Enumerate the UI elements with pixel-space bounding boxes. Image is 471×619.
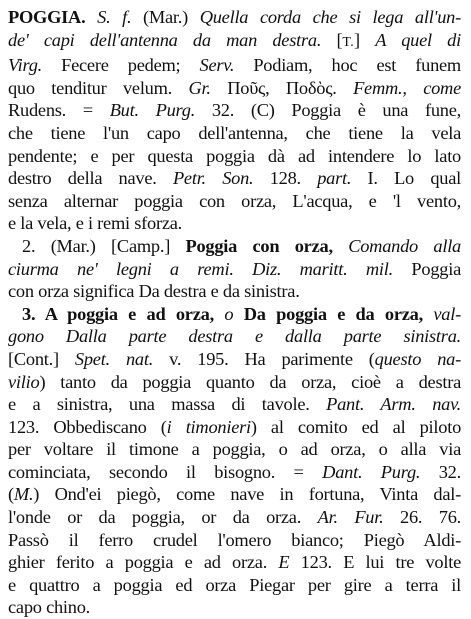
italic-text: Spet. nat. — [74, 348, 154, 369]
italic-text: Serv. — [199, 55, 235, 76]
entry-text-line — [8, 506, 461, 529]
body-text: che tiene l'un capo dell'antenna, che tiene la vela — [8, 122, 461, 143]
body-text: Rudens. = — [8, 100, 110, 121]
italic-text: questo na- — [374, 348, 461, 369]
italic-text: part. — [317, 168, 352, 189]
body-text: (Mar.) — [131, 7, 200, 27]
body-text: e a sinistra, una massa di tavole. — [8, 394, 327, 415]
body-text — [85, 7, 97, 27]
body-text: e la vela, e i remi sforza. — [8, 213, 182, 234]
italic-text: vilio — [8, 371, 40, 392]
entry-text-line — [8, 145, 461, 168]
dictionary-entry-poggia — [8, 6, 461, 619]
bold-term: A poggia e ad orza, — [44, 303, 214, 324]
italic-text: Petr. Son. — [172, 168, 254, 189]
body-text: Passò il ferro crudel l'omero bianco; Piegò Aldi- — [8, 529, 461, 550]
entry-text-line — [8, 280, 461, 303]
body-text: capo chino. — [8, 597, 91, 618]
italic-text: A quel di — [375, 29, 461, 50]
body-text: cominciata, secondo il bisogno. = — [8, 461, 323, 482]
body-text: Ποῦς, Ποδὸς. — [210, 77, 354, 98]
italic-text: de' capi dell'antenna da man destra. — [8, 29, 322, 50]
entry-text-line — [8, 348, 461, 371]
entry-text-line — [8, 551, 461, 574]
entry-text-line — [8, 438, 461, 461]
entry-text-line — [8, 122, 461, 145]
bold-term: Da poggia e da orza, — [243, 303, 423, 324]
body-text: ) Ond'ei piegò, come nave in fortuna, Vinta dal- — [33, 484, 461, 505]
body-text — [423, 304, 433, 324]
entry-text-line — [8, 99, 461, 122]
body-text: [ — [321, 29, 343, 50]
entry-text-line — [8, 258, 461, 281]
italic-text: Ar. Fur. — [317, 507, 384, 528]
entry-text-line — [8, 212, 461, 235]
italic-text: Comando alla — [348, 235, 461, 256]
body-text: v. 195. Ha parimente ( — [153, 348, 375, 369]
italic-text: E — [278, 552, 290, 573]
body-text: 2. (Mar.) [Camp.] — [22, 235, 186, 256]
body-text: quo tenditur velum. — [8, 77, 189, 98]
body-text: pendente; e per questa poggia dà ad intendere lo lato — [8, 145, 461, 166]
body-text: 32. (C) Poggia è una fune, — [195, 100, 461, 121]
bold-term: POGGIA. — [8, 7, 86, 27]
italic-text: Gr. — [188, 77, 211, 98]
body-text: ( — [8, 484, 14, 505]
entry-text-line — [8, 235, 461, 258]
entry-text-line — [8, 77, 461, 100]
body-text: Podiam, hoc est funem — [234, 55, 461, 76]
body-text: 128. — [253, 168, 318, 189]
body-text: ) al comito ed al piloto — [250, 416, 462, 437]
entry-text-line — [8, 596, 461, 619]
entry-text-line — [8, 167, 461, 190]
small-caps-text: T. — [342, 34, 355, 50]
entry-text-line — [8, 29, 461, 55]
body-text: 123. Obbediscano ( — [8, 416, 167, 437]
entry-text-line — [8, 574, 461, 597]
body-text: con orza significa Da destra e da sinistra. — [8, 281, 300, 302]
entry-text-line — [8, 393, 461, 416]
body-text: 123. E lui tre volte — [289, 552, 461, 573]
entry-text-line — [8, 461, 461, 484]
italic-text: Dant. Purg. — [322, 461, 421, 482]
entry-text-line — [8, 54, 461, 77]
italic-text: gono Dalla parte destra e dalla parte sinistra. — [8, 326, 461, 347]
italic-text: val- — [433, 303, 461, 324]
body-text: ) tanto da poggia quanto da orza, cioè a destra — [39, 371, 461, 392]
entry-text-line — [8, 529, 461, 552]
italic-text: S. f. — [97, 7, 132, 27]
bold-term: Poggia con orza, — [185, 235, 333, 256]
italic-text: Pant. Arm. nav. — [326, 394, 461, 415]
body-text: 32. — [420, 461, 461, 482]
entry-text-line — [8, 325, 461, 348]
body-text: ghier ferito a poggia e ad orza. — [8, 552, 279, 573]
italic-text: ciurma ne' legni a remi. Diz. maritt. mil. — [8, 258, 393, 279]
body-text — [333, 236, 348, 256]
entry-text-line — [8, 303, 461, 326]
italic-text: Quella corda che si lega all'un- — [199, 7, 461, 27]
italic-text: M. — [13, 484, 34, 505]
entry-text-line — [8, 371, 461, 394]
italic-text: Femm., come — [353, 77, 461, 98]
italic-text: i timonieri — [166, 416, 251, 437]
body-text: senza alternar poggia con orza, L'acqua, e 'l vento, — [8, 190, 461, 211]
body-text: [Cont.] — [8, 348, 75, 369]
body-text: l'onde or da poggia, or da orza. — [8, 507, 318, 528]
entry-text-line — [8, 6, 461, 29]
body-text — [214, 304, 224, 324]
entry-text-line — [8, 190, 461, 213]
body-text: ] — [354, 29, 376, 50]
italic-text: o — [224, 303, 234, 324]
body-text: e quattro a poggia ed orza Piegar per gire a terra il — [8, 574, 461, 595]
body-text: Fecere pedem; — [42, 55, 200, 76]
italic-text: But. Purg. — [109, 100, 196, 121]
body-text: I. Lo qual — [351, 168, 461, 189]
bold-term: 3. — [22, 303, 45, 324]
italic-text: Virg. — [8, 55, 42, 76]
body-text: Poggia — [392, 258, 461, 279]
entry-text-line — [8, 483, 461, 506]
body-text — [233, 304, 243, 324]
body-text: destro della nave. — [8, 168, 173, 189]
body-text: per voltare il timone a poggia, o ad orza, o alla via — [8, 439, 461, 460]
entry-text-line — [8, 416, 461, 439]
body-text: 26. 76. — [383, 507, 461, 528]
